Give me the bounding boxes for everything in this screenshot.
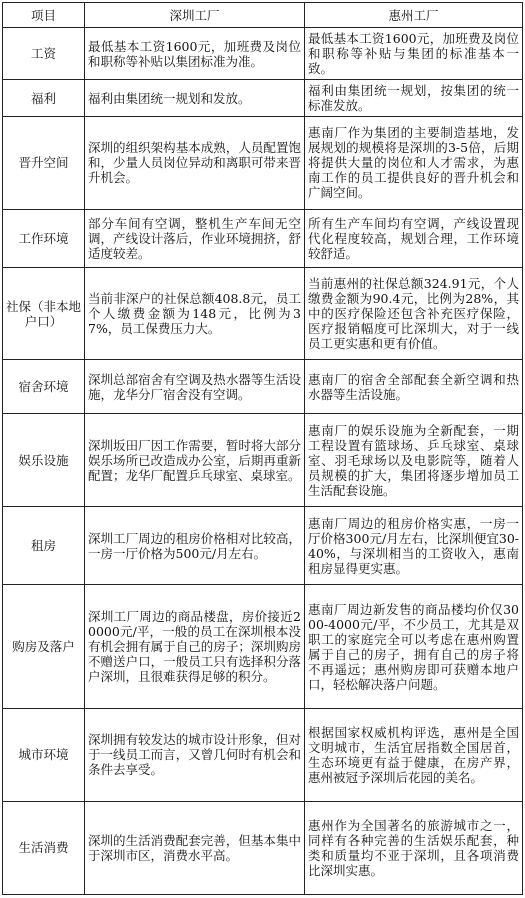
huizhou-cell: 惠南厂的娱乐设施为全新配套，一期工程设置有篮球场、乒乓球室、桌球室、羽毛球场以及电影院等，随着人员规模的扩大，集团将逐步增加员工生活配套设施。 bbox=[305, 414, 523, 507]
table-row-welfare bbox=[3, 80, 523, 117]
huizhou-cell: 惠南厂作为集团的主要制造基地，发展规划的规模将是深圳的3-5倍，后期将提供大量的岗位和人才需求，为惠南工作的员工提供良好的晋升机会和广阔空间。 bbox=[305, 116, 523, 209]
table-row-renting bbox=[3, 507, 523, 585]
huizhou-cell: 福利由集团统一规划，按集团的统一标准发放。 bbox=[305, 80, 523, 117]
header-item: 项目 bbox=[3, 3, 85, 28]
huizhou-cell: 最低基本工资1600元，加班费及岗位和职称等补贴与集团的标准基本一致。 bbox=[305, 28, 523, 80]
table-row-housing-hukou bbox=[3, 585, 523, 709]
shenzhen-cell: 深圳总部宿舍有空调及热水器等生活设施，龙华分厂宿舍没有空调。 bbox=[85, 360, 305, 414]
row-label: 工资 bbox=[3, 28, 85, 80]
row-label: 租房 bbox=[3, 507, 85, 585]
header-shenzhen: 深圳工厂 bbox=[85, 3, 305, 28]
row-label: 生活消费 bbox=[3, 801, 85, 894]
huizhou-cell: 惠南厂周边新发售的商品楼均价仅3000-4000元/平，不少员工，尤其是双职工的家庭完全可以考虑在惠州购置属于自己的房子，拥有自己的房子将不再遥远；惠州购房即可获赠本地户口，轻松解决落户问题。 bbox=[305, 585, 523, 709]
header-huizhou: 惠州工厂 bbox=[305, 3, 523, 28]
shenzhen-cell: 当前非深户的社保总额408.8元，员工个人缴费金额为148元，比例为37%，员工保费压力大。 bbox=[85, 268, 305, 360]
row-label: 城市环境 bbox=[3, 708, 85, 801]
comparison-table bbox=[2, 2, 523, 895]
huizhou-cell: 惠南厂周边的租房价格实惠，一房一厅价格300元/月左右，比深圳便宜30-40%，与深圳相当的工资收入，惠南租房显得更实惠。 bbox=[305, 507, 523, 585]
huizhou-cell: 根据国家权威机构评选，惠州是全国文明城市，生活宜居指数全国居首，生态环境更有益于健康，在房产界，惠州被冠予深圳后花园的美名。 bbox=[305, 708, 523, 801]
huizhou-cell: 惠南厂的宿舍全部配套全新空调和热水器等生活设施。 bbox=[305, 360, 523, 414]
shenzhen-cell: 深圳的组织架构基本成熟，人员配置饱和，少量人员岗位异动和离职可带来晋升机会。 bbox=[85, 116, 305, 209]
table-row-work-environment bbox=[3, 209, 523, 267]
row-label: 社保（非本地户口） bbox=[3, 268, 85, 360]
shenzhen-cell: 最低基本工资1600元，加班费及岗位和职称等补贴以集团标准为准。 bbox=[85, 28, 305, 80]
shenzhen-cell: 深圳拥有较发达的城市设计形象，但对于一线员工而言，又曾几何时有机会和条件去享受。 bbox=[85, 708, 305, 801]
table-row-entertainment bbox=[3, 414, 523, 507]
row-label: 宿舍环境 bbox=[3, 360, 85, 414]
table-row-salary bbox=[3, 28, 523, 80]
shenzhen-cell: 深圳坂田厂因工作需要，暂时将大部分娱乐场所已改造成办公室，后期再重新配置；龙华厂配置乒乓球室、桌球室。 bbox=[85, 414, 305, 507]
table-row-city-environment bbox=[3, 708, 523, 801]
huizhou-cell: 惠州作为全国著名的旅游城市之一，同样有各种完善的生活娱乐配套，种类和质量均不亚于深圳，且各项消费比深圳实惠。 bbox=[305, 801, 523, 894]
row-label: 娱乐设施 bbox=[3, 414, 85, 507]
shenzhen-cell: 深圳工厂周边的商品楼盘，房价接近20000元/平，一般的员工在深圳根本没有机会拥有属于自己的房子；深圳购房不赠送户口，一般员工只有选择积分落户深圳，且很难获得足够的积分。 bbox=[85, 585, 305, 709]
table-row-social-insurance bbox=[3, 268, 523, 360]
shenzhen-cell: 福利由集团统一规划和发放。 bbox=[85, 80, 305, 117]
row-label: 工作环境 bbox=[3, 209, 85, 267]
row-label: 福利 bbox=[3, 80, 85, 117]
shenzhen-cell: 深圳工厂周边的租房价格相对比较高，一房一厅价格为500元/月左右。 bbox=[85, 507, 305, 585]
table-row-dormitory bbox=[3, 360, 523, 414]
row-label: 晋升空间 bbox=[3, 116, 85, 209]
huizhou-cell: 当前惠州的社保总额324.91元，个人缴费金额为90.4元，比例为28%，其中的医疗保险还包含补充医疗保险，医疗报销幅度可比深圳大，对于一线员工更实惠和更有价值。 bbox=[305, 268, 523, 360]
huizhou-cell: 所有生产车间均有空调，产线设置现代化程度较高，规划合理，工作环境较舒适。 bbox=[305, 209, 523, 267]
table-row-consumption bbox=[3, 801, 523, 894]
shenzhen-cell: 部分车间有空调，整机生产车间无空调，产线设计落后，作业环境拥挤，舒适度较差。 bbox=[85, 209, 305, 267]
table-row-promotion bbox=[3, 116, 523, 209]
row-label: 购房及落户 bbox=[3, 585, 85, 709]
shenzhen-cell: 深圳的生活消费配套完善，但基本集中于深圳市区，消费水平高。 bbox=[85, 801, 305, 894]
header-row bbox=[3, 3, 523, 28]
